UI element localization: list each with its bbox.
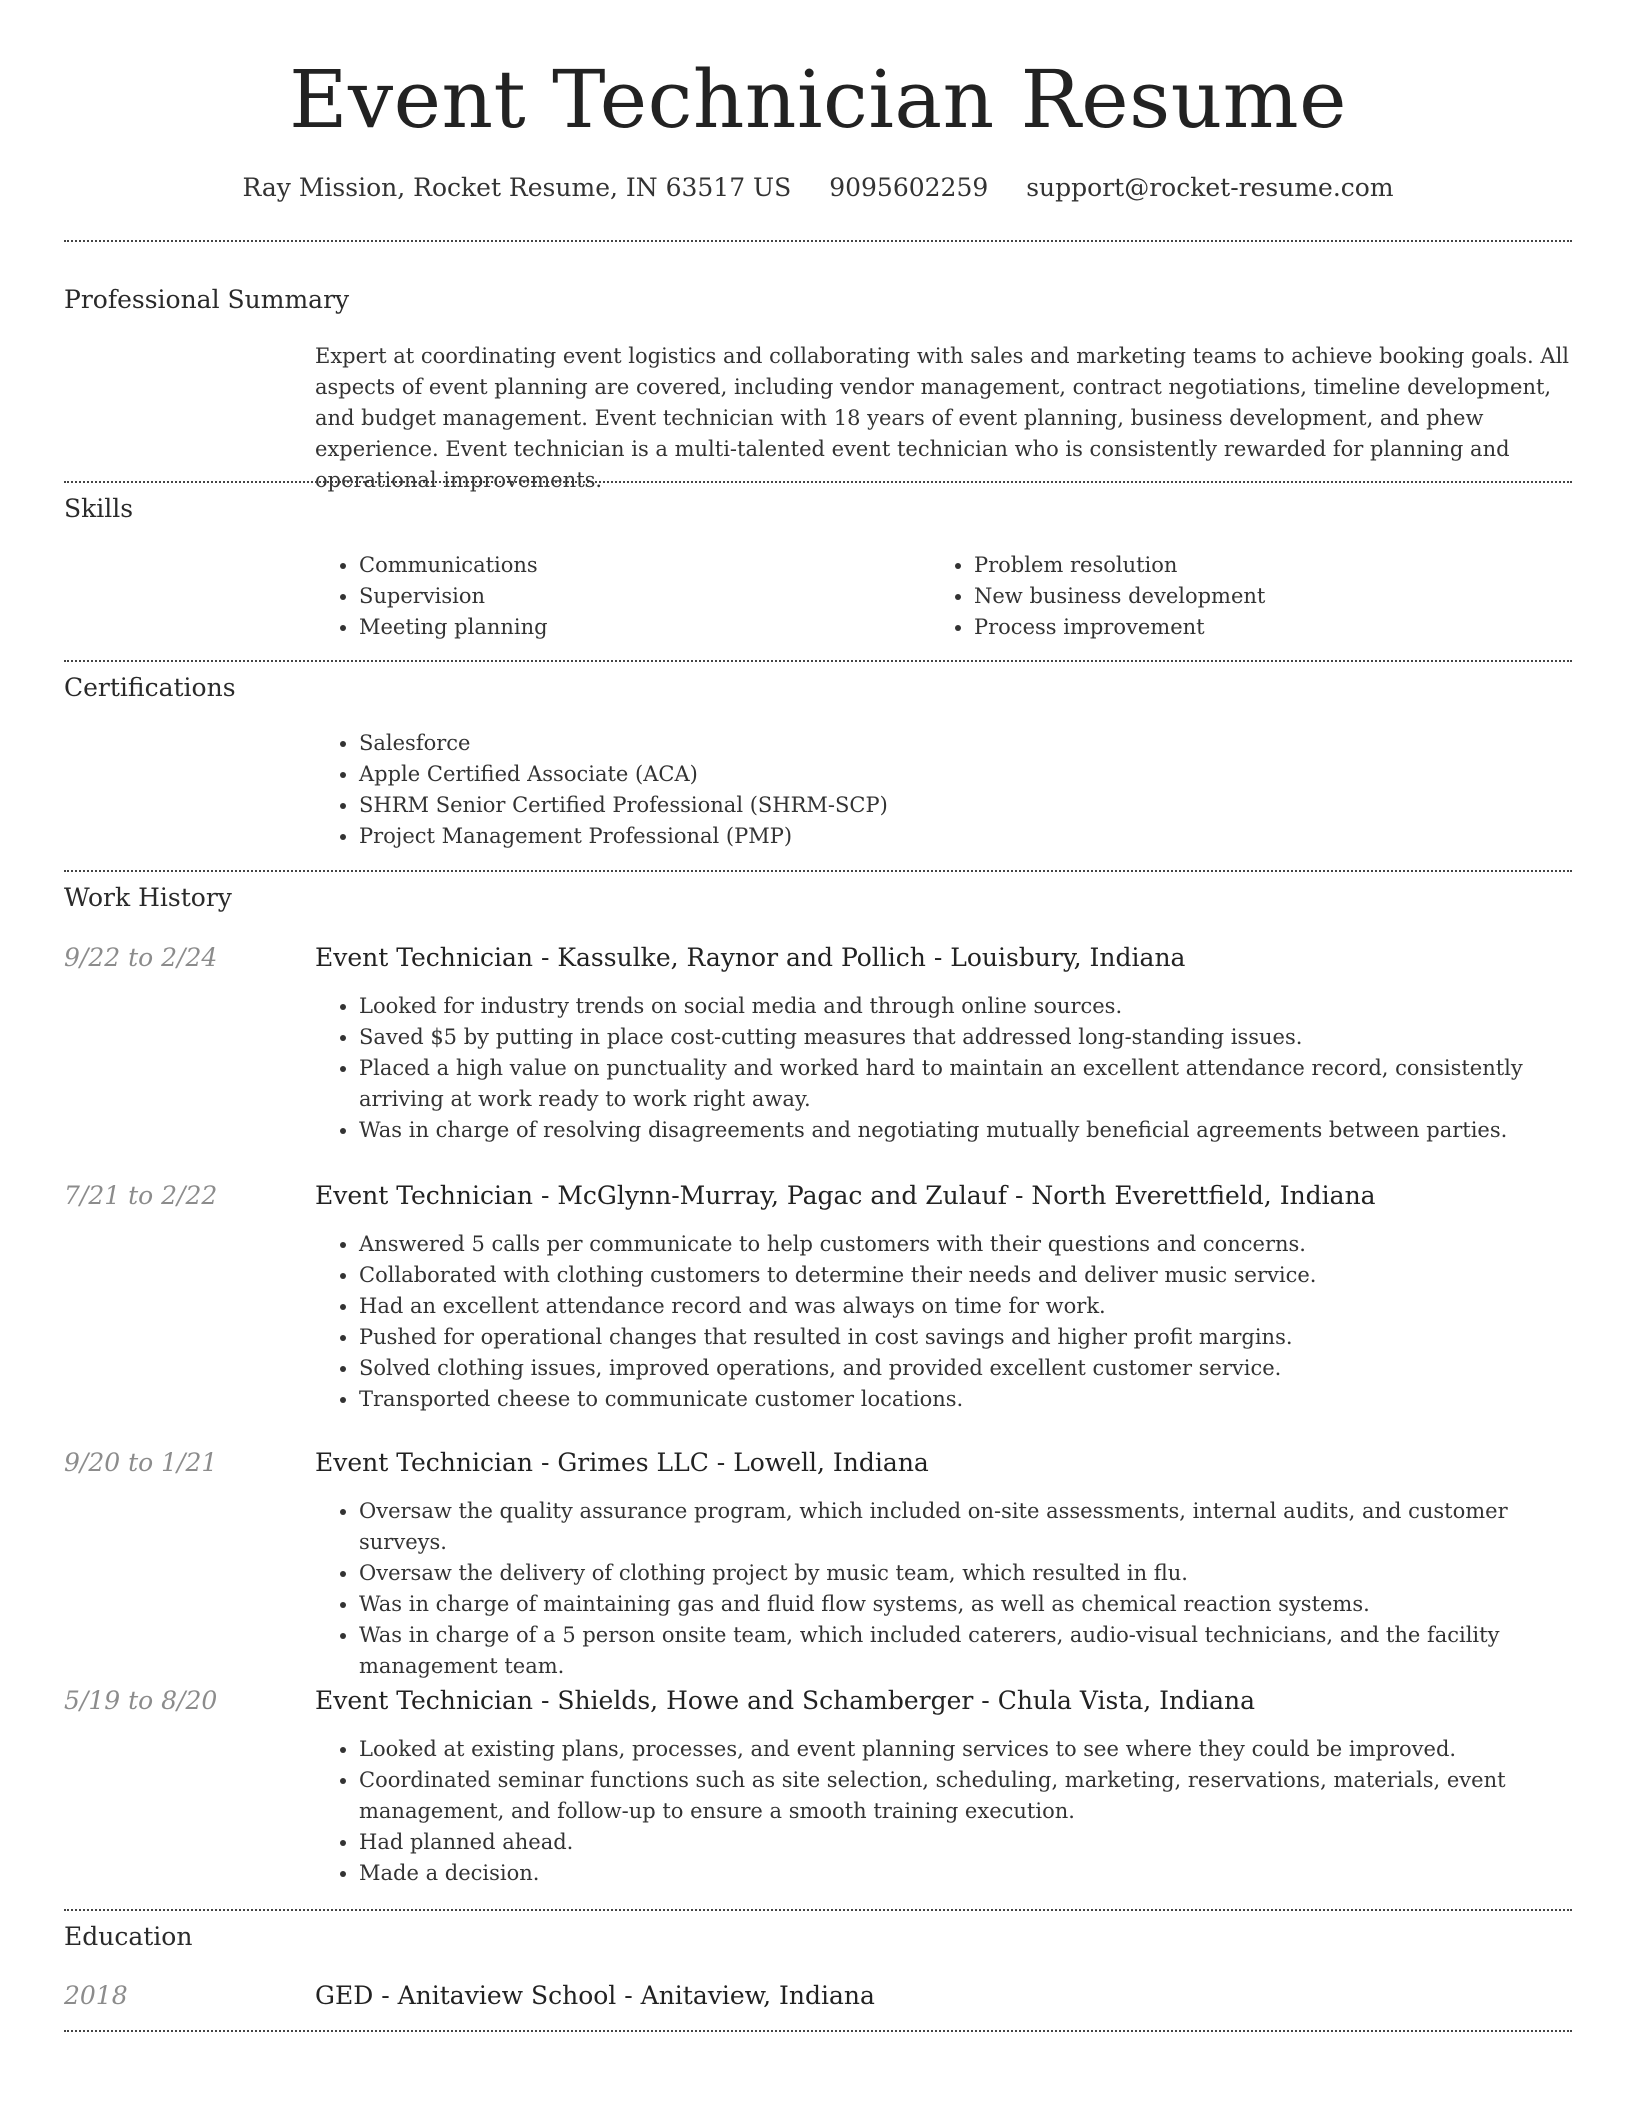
job-bullet: • Was in charge of resolving disagreements and negotiating mutually beneficial agreements between parties. [359, 1115, 1572, 1146]
contact-line [64, 171, 1572, 205]
skill-item: • Communications [359, 550, 915, 581]
work-history-heading: Work History [64, 883, 232, 912]
job-bullets [315, 1496, 1572, 1682]
job-bullet: • Solved clothing issues, improved operations, and provided excellent customer service. [359, 1353, 1572, 1384]
job-bullet: • Coordinated seminar functions such as site selection, scheduling, marketing, reservations, materials, event management, and follow-up to ensure a smooth training execution. [359, 1765, 1572, 1827]
skills-right-list [930, 550, 1530, 643]
skill-item: • Supervision [359, 581, 915, 612]
job-dates: 9/22 to 2/24 [64, 943, 218, 972]
job-bullets [315, 991, 1572, 1146]
job-title: Event Technician - Shields, Howe and Schamberger - Chula Vista, Indiana [315, 1686, 1256, 1715]
job-bullet: • Had planned ahead. [359, 1827, 1572, 1858]
job-bullet: • Placed a high value on punctuality and worked hard to maintain an excellent attendance record, consistently arriving at work ready to work right away. [359, 1053, 1572, 1115]
summary-text: Expert at coordinating event logistics and collaborating with sales and marketing teams to achieve booking goals. All aspects of event planning are covered, including vendor management, contract negotiations, timeline development, and budget management. Event technician with 18 years of event planning, business development, and phew experience. Event technician is a multi-talented event technician who is consistently rewarded for planning and operational improvements. [315, 344, 1570, 492]
skills-left-list [315, 550, 915, 643]
skill-item: • Problem resolution [974, 550, 1530, 581]
skills-right-column [930, 550, 1530, 643]
job-bullets [315, 1229, 1572, 1415]
resume-title: Event Technician Resume [289, 53, 1347, 146]
skill-item: • Process improvement [974, 612, 1530, 643]
job-bullet-list [315, 1229, 1572, 1415]
job-bullet: • Transported cheese to communicate customer locations. [359, 1384, 1572, 1415]
job-bullet: • Answered 5 calls per communicate to help customers with their questions and concerns. [359, 1229, 1572, 1260]
divider [64, 2030, 1572, 2032]
job-bullet: • Made a decision. [359, 1858, 1572, 1889]
job-bullet-list [315, 991, 1572, 1146]
contact-address: Ray Mission, Rocket Resume, IN 63517 US [242, 173, 792, 202]
skills-heading: Skills [64, 494, 134, 523]
job-dates: 7/21 to 2/22 [64, 1181, 218, 1210]
education-entry: GED - Anitaview School - Anitaview, Indiana [315, 1981, 875, 2010]
job-bullet: • Oversaw the quality assurance program, which included on-site assessments, internal audits, and customer surveys. [359, 1496, 1572, 1558]
job-bullets [315, 1734, 1572, 1889]
divider [64, 870, 1572, 872]
divider [64, 240, 1572, 242]
divider [64, 481, 1572, 483]
job-title: Event Technician - McGlynn-Murray, Pagac and Zulauf - North Everettfield, Indiana [315, 1181, 1376, 1210]
job-bullet: • Had an excellent attendance record and was always on time for work. [359, 1291, 1572, 1322]
skill-item: • New business development [974, 581, 1530, 612]
certifications-block [315, 728, 1572, 852]
contact-phone: 9095602259 [829, 173, 989, 202]
job-bullet: • Saved $5 by putting in place cost-cutting measures that addressed long-standing issues. [359, 1022, 1572, 1053]
job-bullet: • Collaborated with clothing customers to determine their needs and deliver music service. [359, 1260, 1572, 1291]
job-dates: 9/20 to 1/21 [64, 1448, 218, 1477]
divider [64, 1909, 1572, 1911]
education-heading: Education [64, 1922, 193, 1951]
contact-email: support@rocket-resume.com [1026, 173, 1394, 202]
skills-left-column [315, 550, 915, 643]
certifications-list [315, 728, 1572, 852]
skill-item: • Meeting planning [359, 612, 915, 643]
certification-item: • Salesforce [359, 728, 1572, 759]
job-bullet: • Oversaw the delivery of clothing project by music team, which resulted in flu. [359, 1558, 1572, 1589]
certification-item: • SHRM Senior Certified Professional (SHRM-SCP) [359, 790, 1572, 821]
job-dates: 5/19 to 8/20 [64, 1686, 218, 1715]
certification-item: • Apple Certified Associate (ACA) [359, 759, 1572, 790]
job-title: Event Technician - Kassulke, Raynor and Pollich - Louisbury, Indiana [315, 943, 1186, 972]
education-date: 2018 [64, 1981, 128, 2010]
job-bullet-list [315, 1734, 1572, 1889]
job-bullet-list [315, 1496, 1572, 1682]
job-title: Event Technician - Grimes LLC - Lowell, Indiana [315, 1448, 929, 1477]
job-bullet: • Looked at existing plans, processes, and event planning services to see where they could be improved. [359, 1734, 1572, 1765]
certification-item: • Project Management Professional (PMP) [359, 821, 1572, 852]
certifications-heading: Certifications [64, 673, 236, 702]
job-bullet: • Pushed for operational changes that resulted in cost savings and higher profit margins. [359, 1322, 1572, 1353]
divider [64, 660, 1572, 662]
job-bullet: • Was in charge of maintaining gas and fluid flow systems, as well as chemical reaction systems. [359, 1589, 1572, 1620]
summary-heading: Professional Summary [64, 285, 350, 314]
job-bullet: • Looked for industry trends on social media and through online sources. [359, 991, 1572, 1022]
job-bullet: • Was in charge of a 5 person onsite team, which included caterers, audio-visual technicians, and the facility management team. [359, 1620, 1572, 1682]
